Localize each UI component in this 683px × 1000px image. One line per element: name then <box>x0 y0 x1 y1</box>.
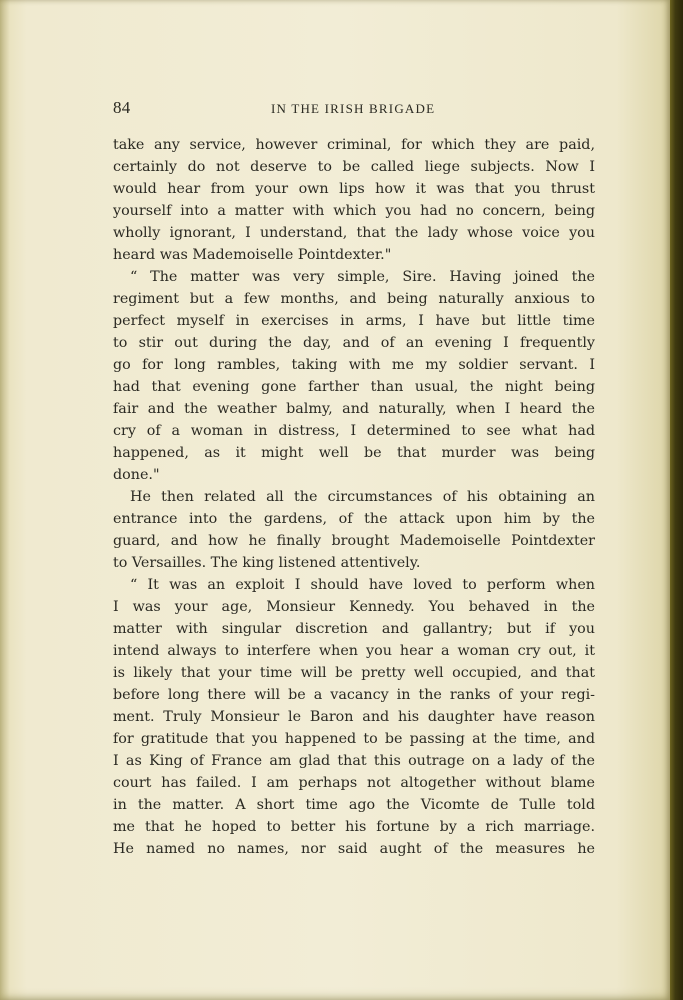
paragraph <box>113 134 595 266</box>
book-edge <box>670 0 683 1000</box>
text-line: certainly do not deserve to be called liege subjects. Now I <box>113 159 595 175</box>
text-line: in the matter. A short time ago the Vicomte de Tulle told <box>113 797 595 813</box>
text-line: entrance into the gardens, of the attack upon him by the <box>113 511 595 527</box>
running-head: IN THE IRISH BRIGADE <box>271 101 436 116</box>
text-line: go for long rambles, taking with me my soldier servant. I <box>113 357 595 373</box>
text-line: intend always to interfere when you hear a woman cry out, it <box>113 643 595 659</box>
text-line: He then related all the circumstances of his obtaining an <box>130 489 595 505</box>
body-text <box>113 134 595 860</box>
text-line: yourself into a matter with which you had no concern, being <box>113 203 595 219</box>
text-line: to stir out during the day, and of an evening I frequently <box>113 335 595 351</box>
text-line: happened, as it might well be that murder was being <box>113 445 595 461</box>
text-line: guard, and how he finally brought Mademoiselle Pointdexter <box>113 533 595 549</box>
page-header <box>113 98 595 120</box>
text-line: “ It was an exploit I should have loved to perform when <box>130 577 595 593</box>
text-line: heard was Mademoiselle Pointdexter." <box>113 247 392 263</box>
text-line: wholly ignorant, I understand, that the lady whose voice you <box>113 225 595 241</box>
paragraph <box>113 266 595 486</box>
text-line: take any service, however criminal, for which they are paid, <box>113 137 595 153</box>
text-line: would hear from your own lips how it was that you thrust <box>113 181 595 197</box>
text-line: done." <box>113 467 160 483</box>
text-line: “ The matter was very simple, Sire. Having joined the <box>130 269 595 285</box>
paragraph <box>113 574 595 860</box>
text-line: had that evening gone farther than usual, the night being <box>113 379 595 395</box>
text-line: for gratitude that you happened to be passing at the time, and <box>113 731 595 747</box>
text-line: is likely that your time will be pretty well occupied, and that <box>113 665 595 681</box>
text-line: ment. Truly Monsieur le Baron and his daughter have reason <box>113 709 595 725</box>
page-number: 84 <box>113 98 131 117</box>
text-line: to Versailles. The king listened attentively. <box>113 555 421 571</box>
text-line: He named no names, nor said aught of the measures he <box>113 841 595 857</box>
paragraph <box>113 486 595 574</box>
text-line: matter with singular discretion and gallantry; but if you <box>113 621 595 637</box>
text-line: court has failed. I am perhaps not altogether without blame <box>113 775 595 791</box>
text-line: I was your age, Monsieur Kennedy. You behaved in the <box>113 599 595 615</box>
text-line: before long there will be a vacancy in the ranks of your regi- <box>113 687 595 703</box>
text-line: regiment but a few months, and being naturally anxious to <box>113 291 595 307</box>
text-line: I as King of France am glad that this outrage on a lady of the <box>113 753 595 769</box>
text-line: me that he hoped to better his fortune by a rich marriage. <box>113 819 595 835</box>
text-line: perfect myself in exercises in arms, I have but little time <box>113 313 595 329</box>
page-gutter-shadow <box>0 0 10 1000</box>
text-line: fair and the weather balmy, and naturally, when I heard the <box>113 401 595 417</box>
text-line: cry of a woman in distress, I determined to see what had <box>113 423 595 439</box>
